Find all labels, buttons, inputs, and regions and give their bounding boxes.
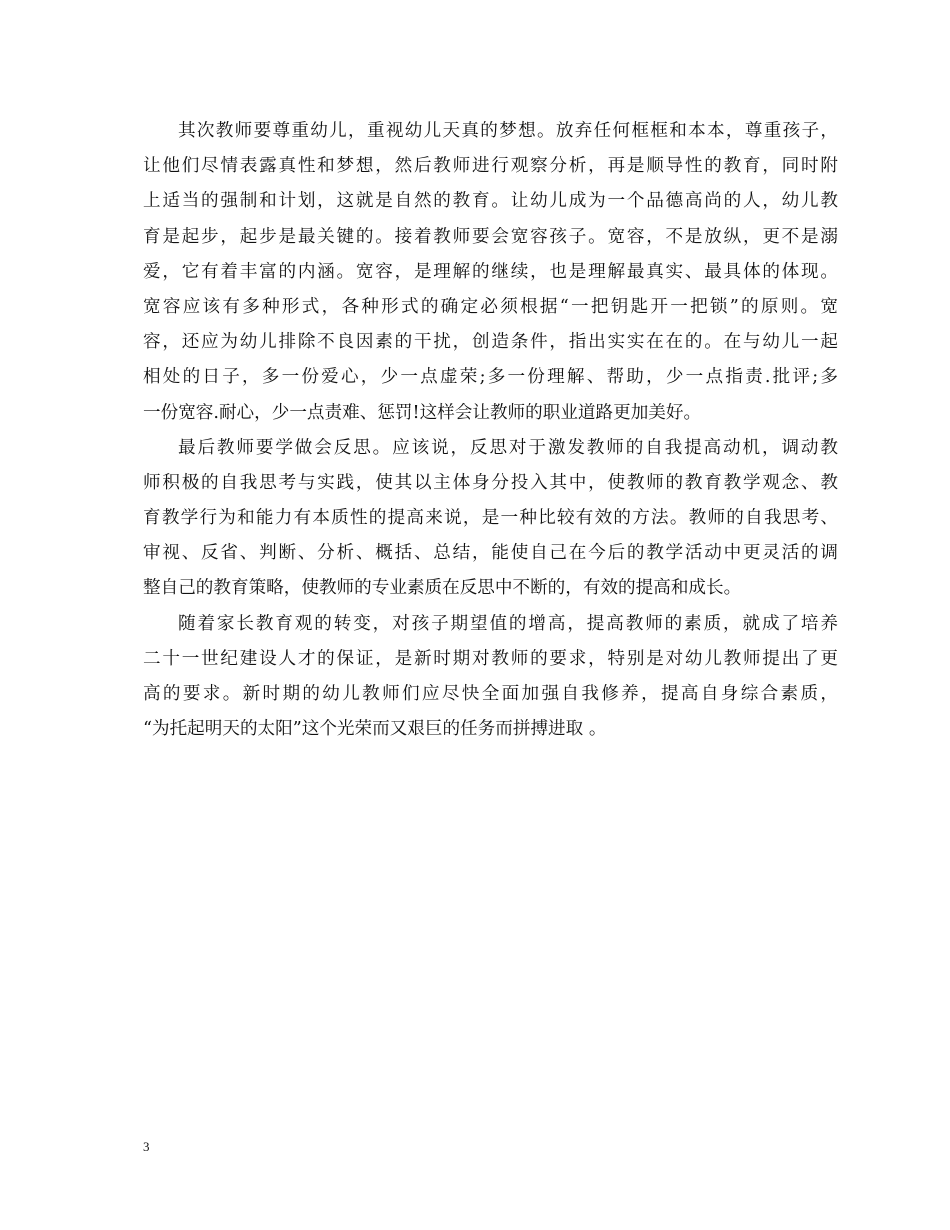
paragraph [143,607,838,748]
paragraph [143,114,838,431]
text-line: “为托起明天的太阳”这个光荣而又艰巨的任务而拼搏进取 。 [143,719,607,740]
text-line: 随着家长教育观的转变，对孩子期望值的增高，提高教师的素质，就成了培养 [178,613,838,634]
text-line: 整自己的教育策略，使教师的专业素质在反思中不断的，有效的提高和成长。 [143,578,742,599]
body-text [143,114,838,747]
paragraph [143,431,838,607]
text-line: 育教学行为和能力有本质性的提高来说，是一种比较有效的方法。教师的自我思考、 [143,508,838,529]
text-line: 爱，它有着丰富的内涵。宽容，是理解的继续，也是理解最真实、最具体的体现。 [143,261,838,282]
text-line: 一份宽容.耐心，少一点责难、惩罚!这样会让教师的职业道路更加美好。 [143,402,702,423]
text-line: 师积极的自我思考与实践，使其以主体身分投入其中，使教师的教育教学观念、教 [143,472,838,493]
text-line: 容，还应为幼儿排除不良因素的干扰，创造条件，指出实实在在的。在与幼儿一起 [143,332,838,353]
text-line: 二十一世纪建设人才的保证，是新时期对教师的要求，特别是对幼儿教师提出了更 [143,648,838,669]
text-line: 审视、反省、判断、分析、概括、总结，能使自己在今后的教学活动中更灵活的调 [143,543,838,564]
page-number: 3 [143,1139,150,1154]
text-line: 宽容应该有多种形式，各种形式的确定必须根据“一把钥匙开一把锁”的原则。宽 [143,296,838,317]
text-line: 最后教师要学做会反思。应该说，反思对于激发教师的自我提高动机，调动教 [178,437,838,458]
text-line: 让他们尽情表露真性和梦想，然后教师进行观察分析，再是顺导性的教育，同时附 [143,156,838,177]
text-line: 相处的日子，多一份爱心，少一点虚荣;多一份理解、帮助，少一点指责.批评;多 [143,367,838,388]
text-line: 高的要求。新时期的幼儿教师们应尽快全面加强自我修养，提高自身综合素质， [143,684,838,704]
text-line: 上适当的强制和计划，这就是自然的教育。让幼儿成为一个品德高尚的人，幼儿教 [143,191,838,212]
text-line: 其次教师要尊重幼儿，重视幼儿天真的梦想。放弃任何框框和本本，尊重孩子， [178,121,838,141]
text-line: 育是起步，起步是最关键的。接着教师要会宽容孩子。宽容，不是放纵，更不是溺 [143,226,838,247]
